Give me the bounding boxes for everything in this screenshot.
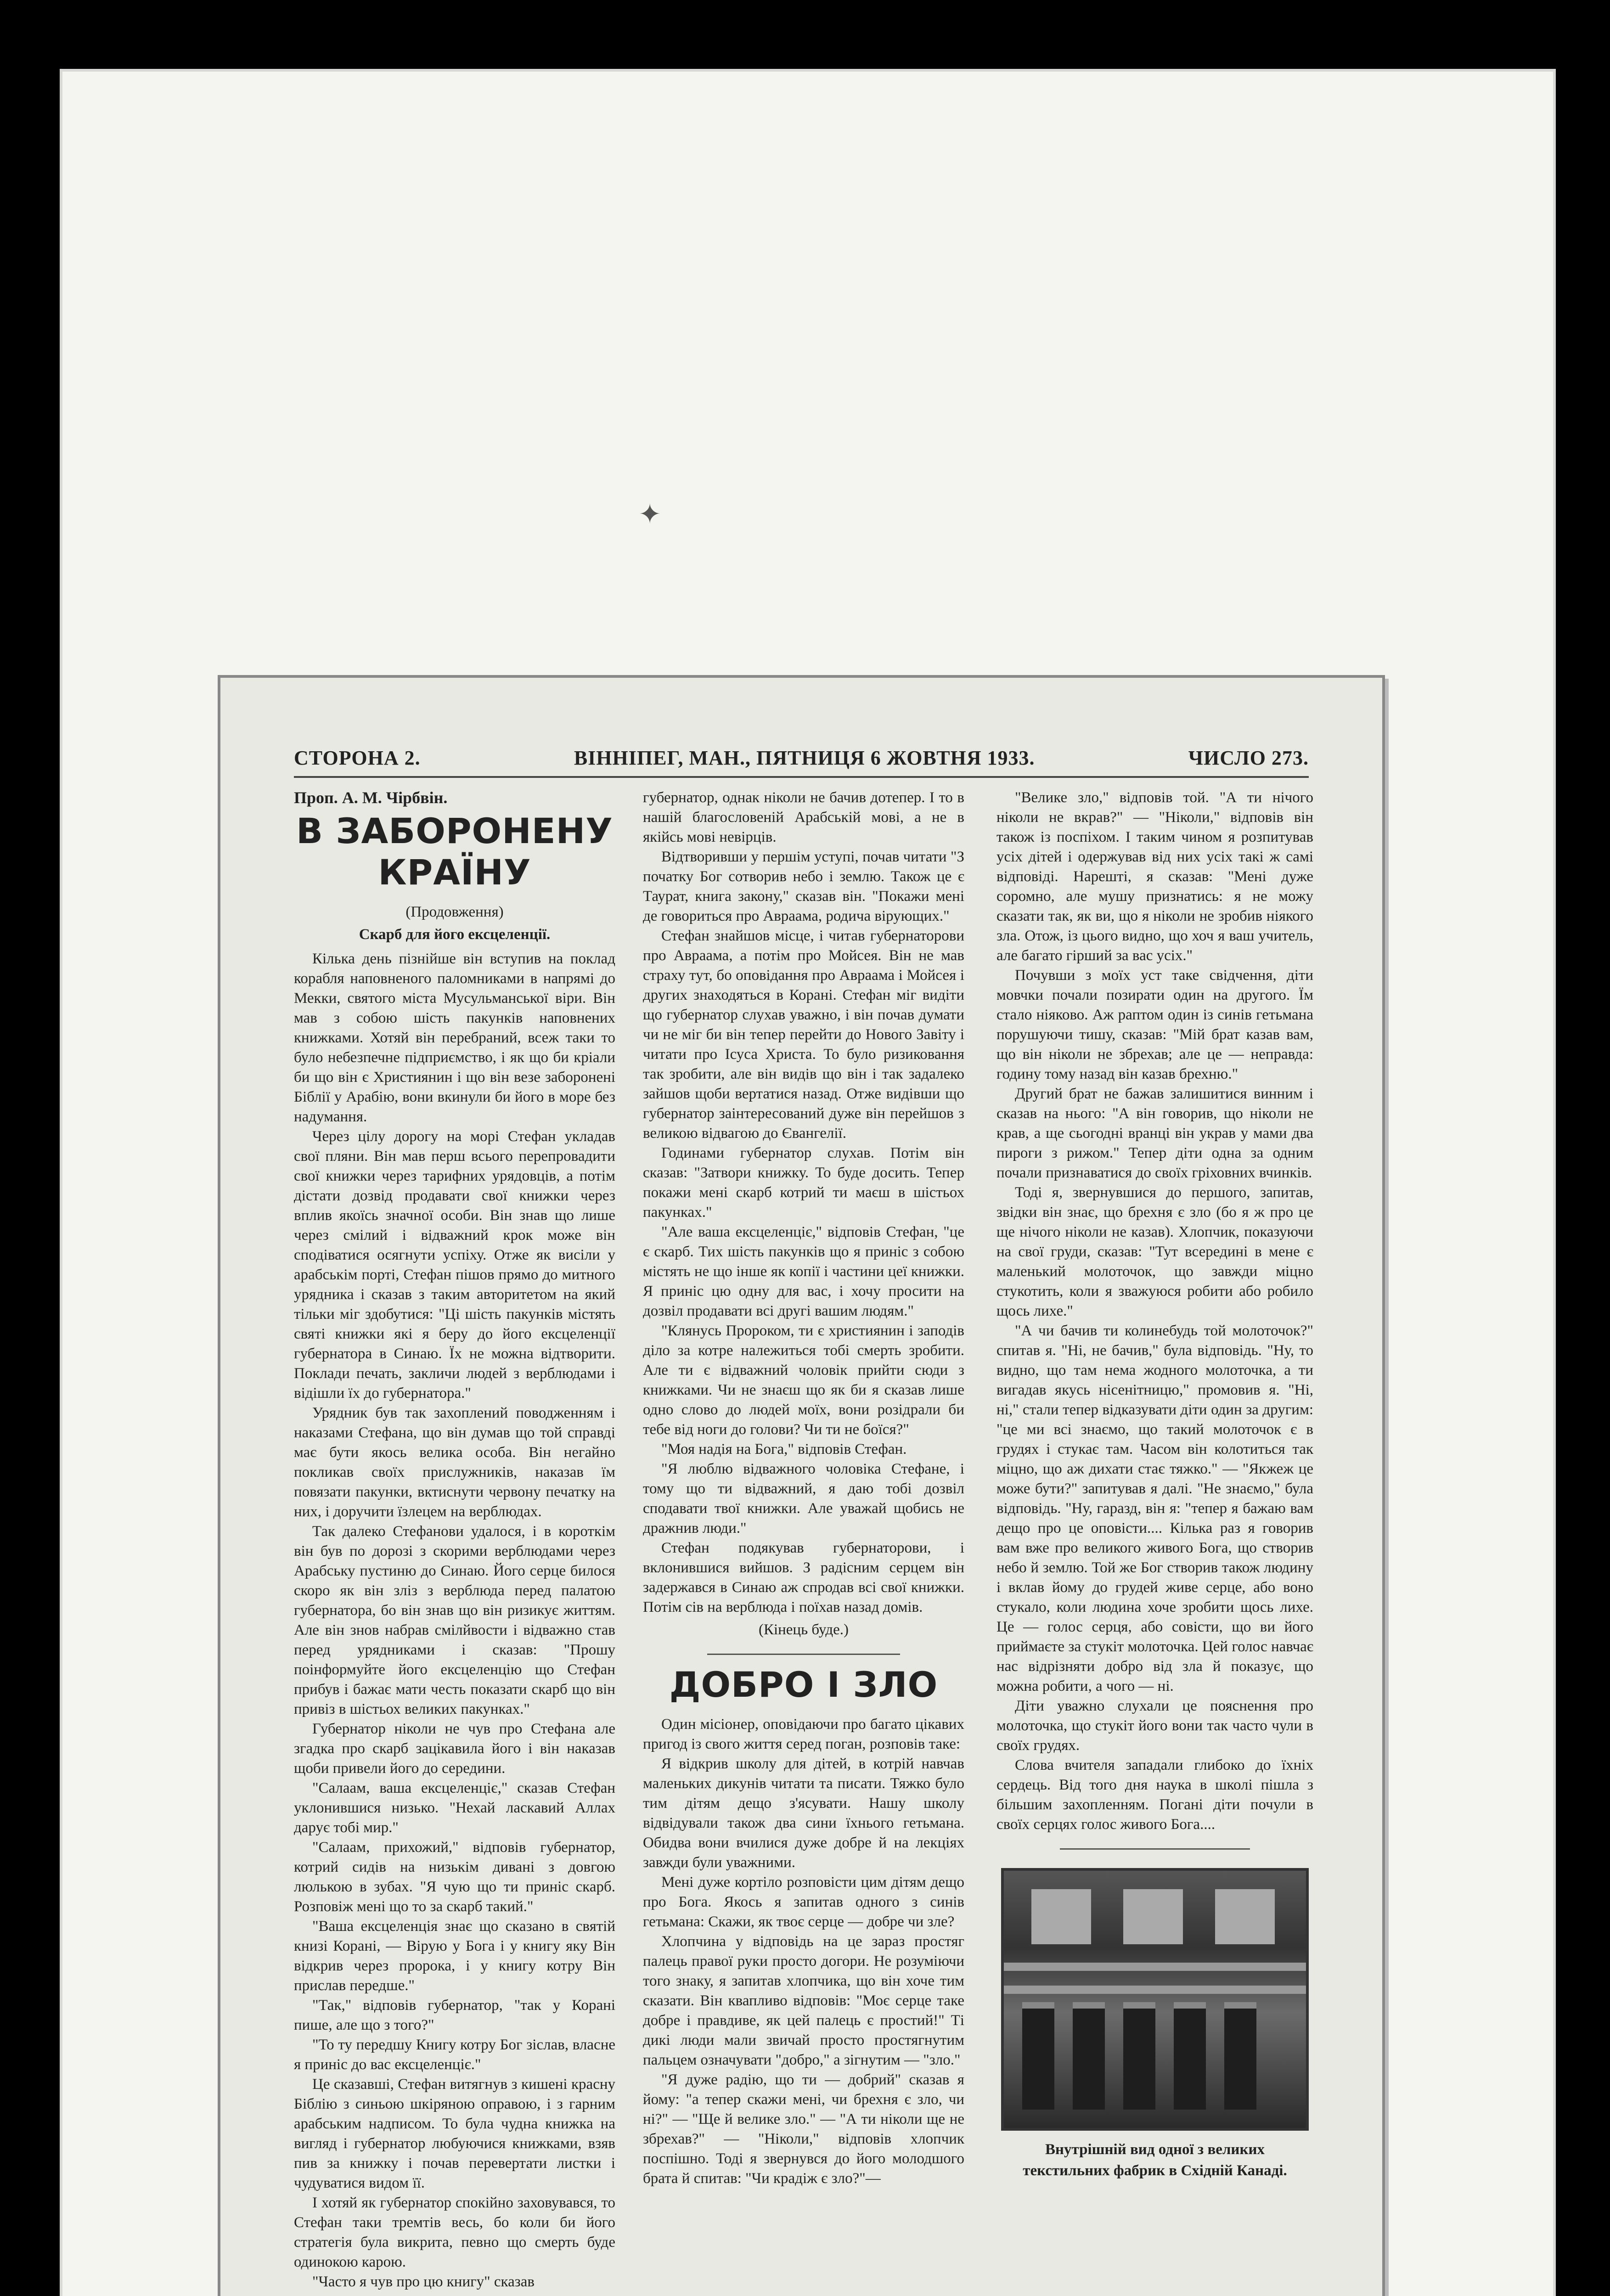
divider bbox=[707, 1654, 900, 1655]
article-title: В ЗАБОРОНЕНУ КРАЇНУ bbox=[296, 810, 613, 893]
column-1 bbox=[294, 788, 615, 2292]
paragraph: Годинами губернатор слухав. Потім він сказав: "Затвори книжку. То буде досить. Тепер покажи мені скарб котрий ти маєш в шістьох пакунках." bbox=[643, 1145, 964, 1221]
paragraph: Так далеко Стефанови удалося, і в короткім він був по дорозі з скорими верблюдами через Арабську пустиню до Синаю. Його серце билося скоро як він зліз з верблюда перед палатою губернатора, бо він знав що він ризикує життям. Але він знов набрав смілйвости і відважно став перед урядниками і сказав: "Прошу поінформуйте його ексцеленцію що Стефан прибув і бажає мати честь показати скарб що він привіз в шістьох великих пакунках." bbox=[294, 1523, 615, 1717]
issue-number: ЧИСЛО 273. bbox=[1188, 747, 1309, 769]
continued-label: (Продовження) bbox=[405, 904, 504, 920]
byline: Проп. А. М. Чірбвін. bbox=[294, 788, 448, 807]
photo-window bbox=[1123, 1889, 1183, 1944]
paragraph: Хлопчина у відповідь на це зараз простяг палець правої руки просто догори. Не розуміючи того знаку, я запитав хлопчика, що він хоче тим сказати. Він квапливо відповів: "Моє серце таке добре і правдиве, як цей палець є простий!" Ті дикі люди мали звичай просто простягнутим пальцем означувати "добро," а зігнутим — "зло." bbox=[643, 1933, 964, 2068]
paragraph: Тоді я, звернувшися до першого, запитав, звідки він знає, що брехня є зло (бо я ж про це ще нічого ніколи не казав). Хлопчик, показуючи на свої груди, сказав: "Тут всередині в мене є маленький молоточок, що завжди міцно стукотить, коли я зважуюся робити або робило щось лихе." bbox=[996, 1184, 1313, 1319]
paragraph: Один місіонер, оповідаючи про багато цікавих пригод із свого життя серед поган, розповів таке: bbox=[643, 1716, 964, 1752]
paragraph: Другий брат не бажав залишитися винним і сказав на нього: "А він говорив, що ніколи не крав, а ще сьогодні вранці він украв у мами два пироги з рижом." Тепер діти одна за одним почали признаватися до своїх гріховних вчинків. bbox=[996, 1086, 1313, 1181]
film-speck: ✦ bbox=[638, 499, 662, 529]
photo-loom bbox=[1224, 2002, 1256, 2110]
paragraph: "Велике зло," відповів той. "А ти нічого ніколи не вкрав?" — "Ніколи," відповів він також із поспіхом. І таким чином я розпитував усіх дітей і одержував від них усіх такі ж самі відповіді. Нарешті, я сказав: "Мені дуже соромно, але мушу признатись: я не можу сказати так, як ви, що я ніколи не зробив ніякого зла. Отож, із цього видно, що хоч я ваш учитель, але багато гірший за вас усіх." bbox=[996, 789, 1313, 964]
photo-beam bbox=[1004, 1963, 1306, 1971]
photo-window bbox=[1215, 1889, 1275, 1944]
column-2 bbox=[643, 788, 964, 2189]
paragraph: Слова вчителя западали глибоко до їхніх сердець. Від того дня наука в школі пішла з більшим захопленням. Погані діти почули в своїх серцях голос живого Бога.... bbox=[996, 1757, 1313, 1833]
photo-caption: Внутрішній вид одної з великих текстильних фабрик в Східній Канаді. bbox=[1023, 2141, 1287, 2179]
newspaper-page bbox=[218, 675, 1385, 2296]
paragraph: "Але ваша ексцеленціє," відповів Стефан, "це є скарб. Тих шість пакунків що я приніс з собою містять не що інше як копії і частини цеї книжки. Я приніс цю одну для вас, і хочу просити на дозвіл продавати всі другі вашим людям." bbox=[643, 1224, 964, 1319]
divider bbox=[1060, 1848, 1250, 1850]
photo-beam bbox=[1004, 1986, 1306, 1994]
paragraph: "То ту передшу Книгу котру Бог зіслав, власне я приніс до вас ексцеленціє." bbox=[294, 2037, 615, 2073]
paragraph: Губернатор ніколи не чув про Стефана але згадка про скарб зацікавила його і він наказав щоби привели його до середини. bbox=[294, 1721, 615, 1777]
paragraph: Я відкрив школу для дітей, в котрій навчав маленьких дикунів читати та писати. Тяжко було тим дітям дещо з'ясувати. Нашу школу відвідували також два сини їхнього гетьмана. Обидва вони вчилися дуже добре й на лекціях завжди були уважними. bbox=[643, 1756, 964, 1871]
photo-loom bbox=[1123, 2002, 1155, 2110]
column-3 bbox=[996, 788, 1313, 2181]
paragraph: "Я люблю відважного чоловіка Стефане, і тому що ти відважний, я даю тобі дозвіл сподавати твої книжки. Але уважай щобись не дражнив люди." bbox=[643, 1461, 964, 1536]
to-be-continued: (Кінець буде.) bbox=[758, 1621, 849, 1638]
paragraph: губернатор, однак ніколи не бачив дотепер. І то в нашій благословеній Арабській мові, а не в якійсь мові невірців. bbox=[643, 789, 964, 845]
paragraph: Почувши з моїх уст таке свідчення, діти мовчки почали позирати один на другого. Їм стало ніяково. Аж раптом один із синів гетьмана порушуючи тишу, сказав: "Мій брат казав вам, що він ніколи не збрехав; але це — неправда: годину тому назад він казав брехню." bbox=[996, 967, 1313, 1082]
paragraph: Стефан знайшов місце, і читав губернаторови про Авраама, а потім про Мойсея. Він не мав страху тут, бо оповідання про Авраама і Мойсея і других знаходяться в Корані. Стефан міг видіти що губернатор слухав уважно, і він почав думати чи не міг би він тепер перейти до Нового Завіту і читати про Ісуса Христа. То було ризиковання так зробити, але він видів що він і так задалеко зайшов щоби вертатися назад. Отже видівши що губернатор заінтересований дуже він перейшов з великою відвагою до Євангелії. bbox=[643, 928, 964, 1142]
paragraph: Кілька день пізнійше він вступив на поклад корабля наповненого паломниками в напрямі до Мекки, святого міста Мусульманської віри. Він мав з собою шість пакунків наповнених книжками. Хотяй він перебраний, всеж таки то було небезпечне підприємство, і як що би кріали би що він є Християнин і що він везе заборонені Біблії у Арабію, вони вкинули би його в море без надумання. bbox=[294, 951, 615, 1125]
paragraph: Це сказавші, Стефан витягнув з кишені красну Біблію з синьою шкіряною оправою, і з гарним арабським надписом. То була чудна книжка на вигляд і губернатор любуючися книжками, взяв пив за книжку і почав перевертати листки і чудуватися видом її. bbox=[294, 2076, 615, 2191]
paragraph: Мені дуже кортіло розповісти цим дітям дещо про Бога. Якось я запитав одного з синів гетьмана: Скажи, як твоє серце — добре чи зле? bbox=[643, 1874, 964, 1930]
paragraph: "А чи бачив ти колинебудь той молоточок?" спитав я. "Ні, не бачив," була відповідь. "Ну, то видно, що там нема жодного молоточка, а ти вигадав якусь нісенітницю," промовив я. "Ні, ні," стали тепер відказувати діти один за другим: "це ми всі знаємо, що такий молоточок є в грудях і стукає там. Часом він колотиться так міцно, що аж дихати стає тяжко." — "Якжеж це може бути?" запитував я далі. "Не знаємо," була відповідь. "Ну, гаразд, він я: "тепер я бажаю вам дещо про це оповісти.... Кілька раз я говорив вам вже про великого живого Бога, що створив небо й землю. Той же Бог створив також людину і вклав йому до грудей живе серце, або воно стукало, коли людина хоче зробити щось лихе. Це — голос серця, або совісти, що ви його приймаєте за стукіт молоточка. Цей голос навчає нас відрізняти добро від зла й показує, що можна робити, а чого — ні. bbox=[996, 1322, 1313, 1694]
paragraph: Відтворивши у першім уступі, почав читати "З початку Бог сотворив небо і землю. Також це є Таурат, книга закону," сказав він. "Покажи мені де говориться про Авраама, родича вірующих." bbox=[643, 849, 964, 924]
paragraph: "Моя надія на Бога," відповів Стефан. bbox=[661, 1441, 907, 1458]
paragraph: "Я дуже радію, що ти — добрий" сказав я йому: "а тепер скажи мені, чи брехня є зло, чи ні?" — "Ще й велике зло." — "А ти ніколи ще не збрехав?" — "Ніколи," відповів хлопчик поспішно. Тоді я звернувся до його молодшого брата й спитав: "Чи крадіж є зло?"— bbox=[643, 2071, 964, 2187]
paragraph: І хотяй як губернатор спокійно заховувався, то Стефан таки тремтів весь, бо коли би його стратегія була викрита, певно що смерть буде одинокою карою. bbox=[294, 2195, 615, 2270]
paragraph: "Часто я чув про цю книгу" сказав bbox=[312, 2273, 535, 2290]
paragraph: "Салаам, прихожий," відповів губернатор, котрий сидів на низькім дивані з довгою люлькою в зубах. "Я чую що ти приніс скарб. Розповіж мені що то за скарб такий." bbox=[294, 1839, 615, 1915]
place-date: ВІННІПЕГ, МАН., ПЯТНИЦЯ 6 ЖОВТНЯ 1933. bbox=[574, 747, 1035, 769]
photo-loom bbox=[1022, 2002, 1054, 2110]
photo-loom bbox=[1073, 2002, 1105, 2110]
paragraph: Урядник був так захоплений поводженням і наказами Стефана, що він думав що той справді має бути якось велика особа. Він негайно покликав своїх прислужників, наказав їм повязати пакунки, вктиснути червону печатку на них, і доручити їзлецем на верблюдах. bbox=[294, 1405, 615, 1520]
masthead bbox=[294, 733, 1309, 778]
photo-window bbox=[1031, 1889, 1091, 1944]
paragraph: "Клянусь Пророком, ти є християнин і заподів діло за котре належиться тобі смерть зробити. Але ти є відважний чоловік прийти сюди з книжками. Чи не знаєш що як би я сказав лише одно слово до людей моїх, вони розідрали би тебе від ноги до голови? Чи ти не боїся?" bbox=[643, 1322, 964, 1438]
paragraph: Діти уважно слухали це пояснення про молоточка, що стукіт його вони так часто чули в своїх грудях. bbox=[996, 1698, 1313, 1754]
article-title: ДОБРО І ЗЛО bbox=[669, 1664, 938, 1705]
paragraph: Через цілу дорогу на морі Стефан укладав свої пляни. Він мав перш всього перепровадити свої книжки через тарифних урядовців, а потім дістати дозвід продавати свої книжки через вплив якоїсь значної особи. Він знав що лише через смілий і відважний крок може він сподіватися осягнути успіху. Отже як висіли у арабськім порті, Стефан пішов прямо до митного урядника і сказав з таким авторитетом на який тільки міг здобутися: "Ці шість пакунків містять святі книжки які я беру до його ексцеленції губернатора в Синаю. Їх не можна відтворити. Поклади печать, закличи людей з верблюдами і відішли їх до губернатора." bbox=[294, 1128, 615, 1401]
paragraph: "Ваша ексцеленція знає що сказано в святій книзі Корані, — Вірую у Бога і у книгу яку Він відкрив через пророка, і у книгу котру Він прислав передше." bbox=[294, 1918, 615, 1994]
paragraph: "Салаам, ваша ексцеленціє," сказав Стефан уклонившися низько. "Нехай ласкавий Аллах дарує тобі мир." bbox=[294, 1780, 615, 1836]
photo-loom bbox=[1174, 2002, 1206, 2110]
article-subtitle: Скарб для його ексцеленції. bbox=[359, 926, 551, 943]
factory-photo bbox=[1001, 1868, 1309, 2131]
paragraph: Стефан подякував губернаторови, і вклонившися вийшов. З радісним серцем він задержався в Синаю аж спродав всі свої книжки. Потім сів на верблюда і поїхав назад домів. bbox=[643, 1540, 964, 1615]
page-number: СТОРОНА 2. bbox=[294, 747, 421, 769]
paragraph: "Так," відповів губернатор, "так у Корані пише, але що з того?" bbox=[294, 1997, 615, 2033]
